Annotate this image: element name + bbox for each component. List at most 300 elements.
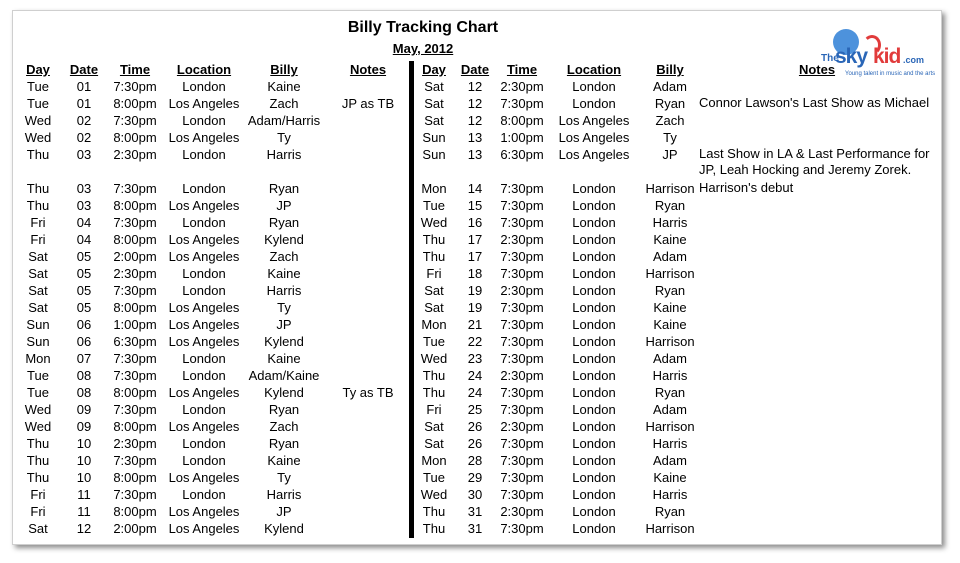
cell-location: London (572, 198, 616, 213)
cell-date: 06 (76, 334, 92, 349)
cell-location: London (182, 181, 226, 196)
table-row (15, 197, 413, 214)
header-time: Time (119, 62, 151, 77)
cell-day: Fri (426, 266, 442, 281)
cell-day: Sat (424, 96, 444, 111)
cell-billy: Harrison (645, 419, 695, 434)
logo-the: The (821, 53, 839, 64)
cell-notes (699, 316, 935, 333)
header-notes: Notes (349, 62, 387, 77)
cell-date: 12 (467, 96, 483, 111)
header-time: Time (506, 62, 538, 77)
cell-location: Los Angeles (168, 96, 240, 111)
header-row (15, 61, 413, 78)
cell-day: Thu (422, 249, 446, 264)
cell-location: Los Angeles (168, 334, 240, 349)
table-row (15, 333, 413, 350)
cell-billy: Kaine (653, 470, 687, 485)
cell-time: 2:00pm (113, 521, 157, 536)
cell-time: 7:30pm (500, 402, 544, 417)
header-location: Location (176, 62, 232, 77)
cell-date: 15 (467, 198, 483, 213)
table-row (415, 248, 935, 265)
table-row (15, 316, 413, 333)
cell-day: Sat (424, 419, 444, 434)
cell-day: Wed (24, 130, 52, 145)
cell-time: 7:30pm (500, 198, 544, 213)
table-row (15, 146, 413, 180)
cell-billy: Ryan (654, 385, 686, 400)
table-row (15, 214, 413, 231)
cell-location: London (182, 113, 226, 128)
cell-date: 04 (76, 232, 92, 247)
cell-day: Tue (27, 368, 49, 383)
cell-date: 05 (76, 300, 92, 315)
cell-date: 26 (467, 436, 483, 451)
cell-billy: Adam (653, 351, 687, 366)
cell-location: London (182, 487, 226, 502)
cell-date: 26 (467, 419, 483, 434)
cell-date: 18 (467, 266, 483, 281)
cell-time: 8:00pm (113, 96, 157, 111)
cell-notes (699, 469, 935, 486)
cell-location: London (572, 419, 616, 434)
cell-date: 10 (76, 453, 92, 468)
cell-notes (699, 231, 935, 248)
cell-time: 7:30pm (500, 249, 544, 264)
cell-billy: Kaine (267, 266, 301, 281)
cell-location: London (572, 436, 616, 451)
cell-notes (699, 520, 935, 537)
table-row (415, 384, 935, 401)
cell-location: Los Angeles (558, 113, 630, 128)
table-row (15, 129, 413, 146)
table-row (415, 452, 935, 469)
cell-notes (699, 282, 935, 299)
cell-date: 08 (76, 385, 92, 400)
cell-location: London (572, 215, 616, 230)
cell-location: Los Angeles (168, 317, 240, 332)
cell-time: 8:00pm (113, 504, 157, 519)
cell-billy: Ryan (654, 96, 686, 111)
cell-day: Tue (423, 470, 445, 485)
table-row (15, 248, 413, 265)
cell-location: London (572, 317, 616, 332)
cell-day: Tue (27, 96, 49, 111)
cell-day: Thu (26, 198, 50, 213)
cell-location: London (572, 368, 616, 383)
cell-day: Wed (24, 113, 52, 128)
cell-location: Los Angeles (558, 147, 630, 162)
cell-time: 1:00pm (113, 317, 157, 332)
cell-time: 7:30pm (500, 317, 544, 332)
cell-billy: Adam (653, 249, 687, 264)
cell-date: 03 (76, 147, 92, 162)
cell-time: 7:30pm (500, 521, 544, 536)
left-schedule-table (15, 61, 413, 537)
cell-location: London (572, 232, 616, 247)
cell-billy: Harris (266, 487, 302, 502)
cell-time: 8:00pm (113, 470, 157, 485)
cell-billy: Kaine (653, 232, 687, 247)
cell-date: 11 (77, 504, 91, 519)
cell-time: 2:30pm (500, 283, 544, 298)
cell-location: Los Angeles (168, 470, 240, 485)
cell-billy: Ty (277, 470, 291, 485)
cell-location: London (182, 436, 226, 451)
chart-subtitle: May, 2012 (392, 41, 454, 56)
cell-billy: Zach (655, 113, 685, 128)
cell-time: 2:30pm (500, 504, 544, 519)
cell-billy: Kylend (264, 521, 304, 536)
table-row (15, 367, 413, 384)
table-row (415, 503, 935, 520)
cell-billy: Ty (663, 130, 677, 145)
table-row (15, 95, 413, 112)
cell-day: Wed (420, 351, 448, 366)
header-billy: Billy (270, 62, 298, 77)
cell-notes (323, 129, 413, 146)
cell-notes (699, 112, 935, 129)
cell-billy: Harrison (645, 334, 695, 349)
cell-billy: Kylend (264, 385, 304, 400)
cell-day: Fri (30, 504, 46, 519)
cell-day: Sat (28, 249, 48, 264)
cell-day: Wed (24, 419, 52, 434)
cell-location: London (572, 504, 616, 519)
cell-day: Sat (424, 436, 444, 451)
table-row (15, 520, 413, 537)
cell-date: 10 (76, 470, 92, 485)
cell-time: 2:30pm (113, 147, 157, 162)
cell-date: 31 (467, 521, 483, 536)
cell-location: Los Angeles (168, 249, 240, 264)
cell-notes (323, 180, 413, 197)
cell-date: 11 (77, 487, 91, 502)
cell-location: Los Angeles (168, 130, 240, 145)
cell-date: 07 (76, 351, 92, 366)
cell-location: London (182, 283, 226, 298)
cell-date: 09 (76, 419, 92, 434)
cell-time: 8:00pm (113, 385, 157, 400)
cell-location: London (572, 521, 616, 536)
cell-day: Fri (30, 215, 46, 230)
cell-billy: Adam (653, 402, 687, 417)
cell-date: 31 (467, 504, 483, 519)
cell-notes (323, 112, 413, 129)
header-location: Location (566, 62, 622, 77)
table-row (415, 197, 935, 214)
cell-billy: Ryan (268, 402, 300, 417)
table-row (415, 112, 935, 129)
cell-billy: Ryan (268, 181, 300, 196)
cell-location: London (572, 249, 616, 264)
cell-billy: Ryan (654, 504, 686, 519)
cell-billy: Ty (277, 130, 291, 145)
cell-day: Sat (424, 79, 444, 94)
cell-notes: Harrison's debut (699, 180, 794, 195)
cell-day: Thu (422, 368, 446, 383)
cell-time: 7:30pm (113, 283, 157, 298)
cell-location: London (572, 453, 616, 468)
cell-time: 8:00pm (113, 198, 157, 213)
cell-notes: JP as TB (341, 96, 395, 111)
cell-time: 8:00pm (113, 419, 157, 434)
table-row (415, 265, 935, 282)
cell-date: 17 (467, 232, 483, 247)
cell-day: Thu (26, 453, 50, 468)
cell-location: London (572, 283, 616, 298)
cell-day: Thu (422, 504, 446, 519)
cell-notes (699, 418, 935, 435)
table-row (415, 469, 935, 486)
cell-billy: Harris (266, 147, 302, 162)
table-row (415, 316, 935, 333)
cell-billy: Zach (269, 96, 299, 111)
cell-notes (699, 401, 935, 418)
cell-day: Thu (26, 147, 50, 162)
cell-notes (699, 435, 935, 452)
cell-billy: Adam/Harris (247, 113, 321, 128)
cell-day: Thu (422, 232, 446, 247)
cell-notes (323, 486, 413, 503)
cell-notes (323, 282, 413, 299)
logo-sky: sky (835, 45, 868, 68)
cell-notes (699, 367, 935, 384)
cell-billy: Kaine (267, 79, 301, 94)
table-row (415, 367, 935, 384)
cell-billy: JP (276, 317, 292, 332)
cell-time: 7:30pm (500, 487, 544, 502)
spreadsheet-sheet (12, 10, 942, 545)
cell-billy: Harrison (645, 521, 695, 536)
cell-location: London (182, 351, 226, 366)
cell-billy: Adam (653, 79, 687, 94)
cell-date: 13 (467, 147, 483, 162)
table-row (15, 265, 413, 282)
cell-notes (699, 214, 935, 231)
cell-time: 2:30pm (113, 436, 157, 451)
table-row (415, 180, 935, 197)
cell-location: London (572, 402, 616, 417)
table-row (15, 180, 413, 197)
cell-date: 19 (467, 300, 483, 315)
chart-title: Billy Tracking Chart (347, 19, 499, 36)
cell-billy: Kylend (264, 334, 304, 349)
cell-notes (323, 248, 413, 265)
cell-date: 02 (76, 130, 92, 145)
cell-billy: Harris (652, 368, 688, 383)
cell-notes: Ty as TB (342, 385, 394, 400)
cell-time: 8:00pm (113, 300, 157, 315)
cell-date: 30 (467, 487, 483, 502)
cell-notes (323, 299, 413, 316)
cell-time: 7:30pm (500, 334, 544, 349)
cell-billy: Kaine (653, 317, 687, 332)
cell-day: Sat (28, 300, 48, 315)
logo-com: .com (903, 55, 925, 65)
cell-date: 12 (467, 79, 483, 94)
cell-date: 01 (76, 79, 92, 94)
cell-day: Mon (25, 351, 51, 366)
cell-time: 2:30pm (113, 266, 157, 281)
table-row (415, 350, 935, 367)
cell-location: London (572, 385, 616, 400)
header-day: Day (422, 62, 446, 77)
table-row (415, 282, 935, 299)
cell-day: Wed (420, 215, 448, 230)
cell-time: 2:30pm (500, 368, 544, 383)
cell-notes (699, 333, 935, 350)
cell-notes (699, 265, 935, 282)
cell-time: 7:30pm (500, 266, 544, 281)
cell-date: 10 (76, 436, 92, 451)
table-row (15, 452, 413, 469)
cell-location: London (572, 96, 616, 111)
table-row (415, 418, 935, 435)
cell-notes (323, 435, 413, 452)
cell-location: Los Angeles (168, 198, 240, 213)
cell-notes (323, 520, 413, 537)
cell-time: 7:30pm (113, 79, 157, 94)
cell-date: 02 (76, 113, 92, 128)
cell-notes (699, 299, 935, 316)
column-divider (409, 61, 414, 538)
cell-time: 7:30pm (113, 113, 157, 128)
cell-location: Los Angeles (168, 419, 240, 434)
cell-notes (323, 503, 413, 520)
cell-day: Thu (26, 181, 50, 196)
cell-location: London (182, 402, 226, 417)
cell-time: 7:30pm (500, 300, 544, 315)
cell-day: Tue (27, 385, 49, 400)
cell-time: 2:30pm (500, 419, 544, 434)
table-row (415, 129, 935, 146)
cell-day: Sat (424, 283, 444, 298)
cell-notes (323, 146, 413, 180)
cell-notes (699, 486, 935, 503)
cell-date: 03 (76, 198, 92, 213)
cell-billy: Kylend (264, 232, 304, 247)
cell-location: Los Angeles (168, 385, 240, 400)
cell-date: 05 (76, 266, 92, 281)
cell-day: Sat (424, 300, 444, 315)
cell-time: 6:30pm (500, 147, 544, 162)
cell-billy: Kaine (267, 453, 301, 468)
table-row (15, 469, 413, 486)
cell-date: 23 (467, 351, 483, 366)
header-date: Date (460, 62, 490, 77)
cell-location: London (572, 351, 616, 366)
cell-time: 2:30pm (500, 79, 544, 94)
cell-day: Wed (420, 487, 448, 502)
cell-billy: Harrison (645, 266, 695, 281)
cell-time: 7:30pm (500, 351, 544, 366)
table-row (415, 214, 935, 231)
cell-date: 09 (76, 402, 92, 417)
cell-billy: Ryan (268, 436, 300, 451)
table-row (15, 282, 413, 299)
cell-location: London (182, 215, 226, 230)
cell-billy: Ryan (268, 215, 300, 230)
table-row (415, 486, 935, 503)
cell-notes (323, 231, 413, 248)
cell-billy: Adam/Kaine (248, 368, 320, 383)
cell-billy: Adam (653, 453, 687, 468)
logo-tagline: Young talent in music and the arts (845, 71, 936, 77)
cell-notes (699, 452, 935, 469)
cell-day: Tue (423, 198, 445, 213)
cell-date: 28 (467, 453, 483, 468)
table-row (415, 435, 935, 452)
cell-date: 06 (76, 317, 92, 332)
table-row (15, 299, 413, 316)
header-row (415, 61, 935, 78)
cell-billy: Ryan (654, 198, 686, 213)
cell-location: Los Angeles (168, 521, 240, 536)
cell-billy: Harris (652, 487, 688, 502)
cell-notes (699, 78, 935, 95)
cell-location: London (182, 147, 226, 162)
cell-date: 24 (467, 385, 483, 400)
cell-time: 7:30pm (113, 487, 157, 502)
table-row (15, 112, 413, 129)
table-row (15, 384, 413, 401)
cell-notes (323, 418, 413, 435)
cell-time: 7:30pm (500, 436, 544, 451)
logo-kid: kid (873, 45, 901, 68)
cell-time: 7:30pm (500, 215, 544, 230)
cell-time: 1:00pm (500, 130, 544, 145)
table-row (415, 401, 935, 418)
header-billy: Billy (656, 62, 684, 77)
cell-time: 7:30pm (113, 215, 157, 230)
cell-notes (699, 503, 935, 520)
cell-day: Thu (422, 385, 446, 400)
cell-location: Los Angeles (558, 130, 630, 145)
table-row (15, 78, 413, 95)
table-row (15, 486, 413, 503)
table-row (415, 299, 935, 316)
cell-date: 04 (76, 215, 92, 230)
cell-date: 05 (76, 283, 92, 298)
cell-notes (699, 384, 935, 401)
cell-time: 8:00pm (113, 130, 157, 145)
cell-billy: Harrison (645, 181, 695, 196)
cell-location: London (182, 79, 226, 94)
cell-location: London (572, 266, 616, 281)
cell-day: Thu (26, 470, 50, 485)
cell-time: 7:30pm (500, 96, 544, 111)
cell-billy: Zach (269, 249, 299, 264)
cell-notes (699, 248, 935, 265)
cell-time: 7:30pm (113, 368, 157, 383)
cell-location: London (182, 368, 226, 383)
cell-date: 14 (467, 181, 483, 196)
cell-time: 7:30pm (113, 402, 157, 417)
cell-date: 21 (467, 317, 483, 332)
cell-notes (323, 469, 413, 486)
cell-time: 8:00pm (113, 232, 157, 247)
cell-day: Tue (27, 79, 49, 94)
cell-day: Mon (421, 453, 447, 468)
table-row (415, 520, 935, 537)
cell-day: Thu (26, 436, 50, 451)
cell-date: 22 (467, 334, 483, 349)
cell-billy: Harris (652, 436, 688, 451)
cell-location: Los Angeles (168, 232, 240, 247)
cell-billy: JP (276, 504, 292, 519)
